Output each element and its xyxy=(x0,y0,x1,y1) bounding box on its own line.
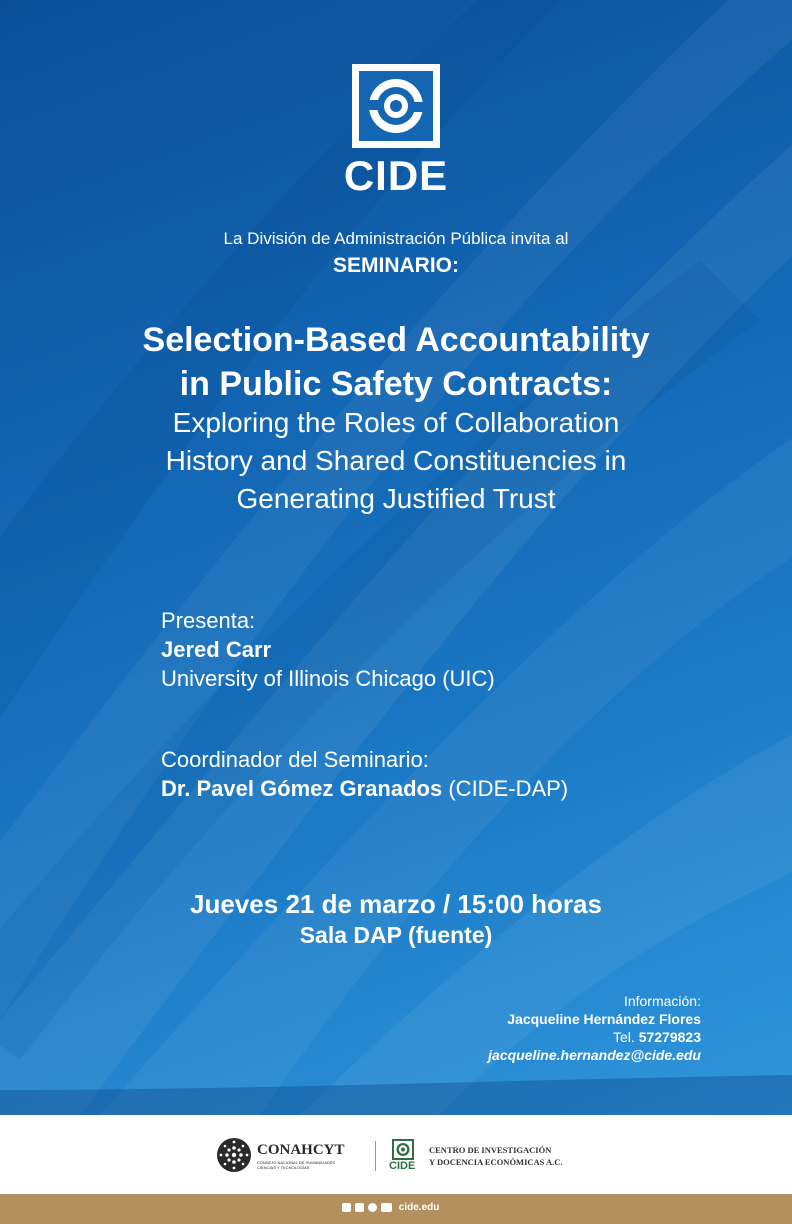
event-datetime: Jueves 21 de marzo / 15:00 horas xyxy=(190,889,602,919)
event-venue: Sala DAP (fuente) xyxy=(299,922,493,948)
invite-line: La División de Administración Pública invita al xyxy=(223,229,569,248)
cide-small-logo-icon xyxy=(392,1139,414,1160)
youtube-icon[interactable] xyxy=(381,1203,392,1212)
subtitle-line-2: History and Shared Constituencies in xyxy=(165,445,627,476)
footer-divider xyxy=(375,1141,376,1171)
seminar-kicker: SEMINARIO: xyxy=(333,254,459,277)
coordinator-affiliation: (CIDE-DAP) xyxy=(448,776,569,801)
instagram-icon[interactable] xyxy=(368,1203,377,1212)
phone-label: Tel. xyxy=(613,1029,635,1045)
conahcyt-logo-icon xyxy=(216,1137,252,1173)
info-phone xyxy=(613,1028,701,1046)
coordinator-name: Dr. Pavel Gómez Granados xyxy=(161,776,443,801)
presenter-name: Jered Carr xyxy=(161,637,272,662)
cide-full-name xyxy=(429,1144,563,1168)
facebook-icon[interactable] xyxy=(342,1203,351,1212)
conahcyt-name: CONAHCYT xyxy=(257,1142,345,1158)
subtitle-line-3: Generating Justified Trust xyxy=(236,483,556,514)
info-label: Información: xyxy=(623,993,701,1009)
cide-logo-text: CIDE xyxy=(343,152,449,199)
coordinator xyxy=(161,774,568,803)
presenter-institution: University of Illinois Chicago (UIC) xyxy=(161,666,495,691)
phone-number[interactable]: 57279823 xyxy=(638,1029,701,1045)
footer-logos xyxy=(0,1115,792,1194)
conahcyt-sub-2: CIENCIAS Y TECNOLOGÍAS xyxy=(257,1165,310,1170)
info-contact-name: Jacqueline Hernández Flores xyxy=(507,1011,701,1027)
conahcyt-subtitle xyxy=(257,1160,335,1170)
website-link[interactable]: cide.edu xyxy=(398,1202,440,1213)
twitter-icon[interactable] xyxy=(355,1203,364,1212)
presenter-label: Presenta: xyxy=(161,608,256,633)
cide-small-text: CIDE xyxy=(389,1160,416,1172)
cide-logo-icon xyxy=(352,64,440,148)
bottom-bar xyxy=(0,1194,792,1224)
conahcyt-sub-1: CONSEJO NACIONAL DE HUMANIDADES xyxy=(257,1160,336,1165)
cide-full-line-1: CENTRO DE INVESTIGACIÓN xyxy=(429,1145,552,1155)
title-line-2: in Public Safety Contracts: xyxy=(179,365,613,403)
seminar-title xyxy=(0,318,792,406)
cide-full-line-2: Y DOCENCIA ECONÓMICAS A.C. xyxy=(429,1157,563,1167)
coordinator-label: Coordinador del Seminario: xyxy=(161,747,429,772)
title-line-1: Selection-Based Accountability xyxy=(142,321,650,359)
subtitle-line-1: Exploring the Roles of Collaboration xyxy=(172,407,620,438)
info-email[interactable]: jacqueline.hernandez@cide.edu xyxy=(488,1047,701,1063)
social-links xyxy=(342,1202,439,1213)
seminar-subtitle xyxy=(0,404,792,518)
